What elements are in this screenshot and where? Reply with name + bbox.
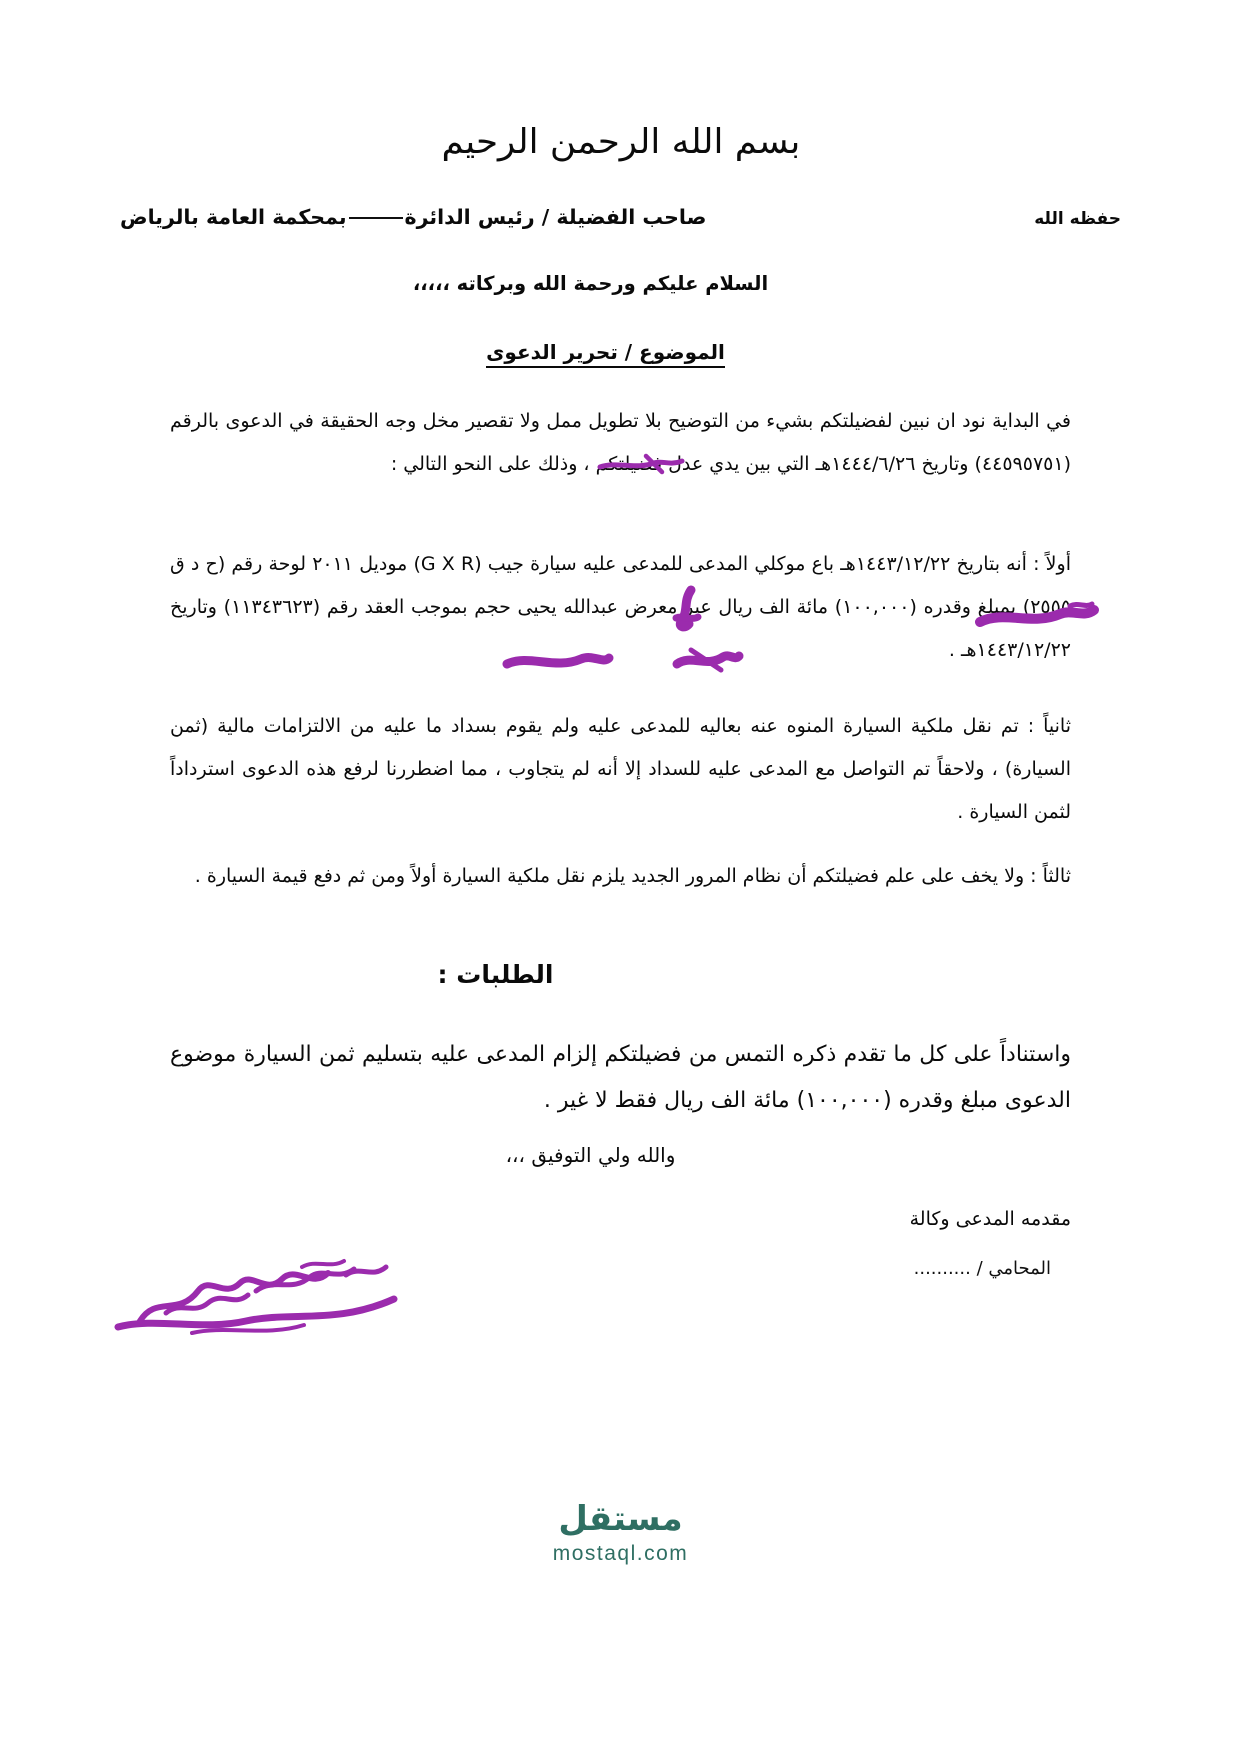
basmala-calligraphy [0,122,1241,182]
recipient-line [120,205,706,229]
subject-line [0,340,1241,364]
recipient-suffix: بمحكمة العامة بالرياض [120,205,347,229]
watermark-logo-text: مستقل [558,1499,683,1539]
letter-header [120,205,1121,229]
signer-name: المحامي / .......... [913,1258,1051,1279]
watermark [0,1498,1241,1568]
paragraph-first: أولاً : أنه بتاريخ ١٤٤٣/١٢/٢٢هـ باع موكلي المدعى للمدعى عليه سيارة جيب (G X R) موديل ٢٠١١ لوحة رقم (ح د ق ٢٥٥٥) بمبلغ وقدره (١٠٠,٠٠٠) مائة الف ريال عبر معرض عبدالله يحيى حجم بموجب العقد رقم (١١٣٤٣٦٢٣) وتاريخ ١٤٤٣/١٢/٢٢هـ . [170,553,1072,661]
paragraph-third: ثالثاً : ولا يخف على علم فضيلتكم أن نظام المرور الجديد يلزم نقل ملكية السيارة أولاً ومن ثم دفع قيمة السيارة . [194,865,1071,887]
honorific-text: حفظه الله [1034,209,1121,229]
signer-label: مقدمه المدعى وكالة [909,1208,1071,1230]
requests-heading: الطلبات : [437,960,554,989]
paragraph-second: ثانياً : تم نقل ملكية السيارة المنوه عنه بعاليه للمدعى عليه ولم يقوم بسداد ما عليه من الالتزامات مالية (ثمن السيارة) ، ولاحقاً تم التواصل مع المدعى عليه للسداد إلا أنه لم يتجاوب ، مما اضطررنا لرفع هذه الدعوى استرداداً لثمن السيارة . [170,715,1071,823]
recipient-prefix: صاحب الفضيلة / رئيس الدائرة [404,205,707,229]
blank-line-fill [349,217,403,219]
closing-line: والله ولي التوفيق ،،، [505,1143,676,1167]
signature-scribble-ink [106,1255,416,1345]
salutation-line: السلام عليكم ورحمة الله وبركاته ،،،،، [412,272,769,295]
requests-body: واستناداً على كل ما تقدم ذكره التمس من فضيلتكم إلزام المدعى عليه بتسليم ثمن السيارة موضوع الدعوى مبلغ وقدره (١٠٠,٠٠٠) مائة الف ريال فقط لا غير . [170,1042,1071,1113]
basmala-text: بسم الله الرحمن الرحيم [441,122,800,162]
paragraph-intro: في البداية نود ان نبين لفضيلتكم بشيء من التوضيح بلا تطويل ممل ولا تقصير مخل وجه الحقيقة في الدعوى بالرقم (٤٤٥٩٥٧٥١) وتاريخ ١٤٤٤/٦/٢٦هـ التي بين يدي عدل فضيلتكم ، وذلك على النحو التالي : [170,410,1071,475]
watermark-url-text: mostaql.com [552,1542,689,1565]
subject-label: الموضوع / تحرير الدعوى [486,340,725,368]
